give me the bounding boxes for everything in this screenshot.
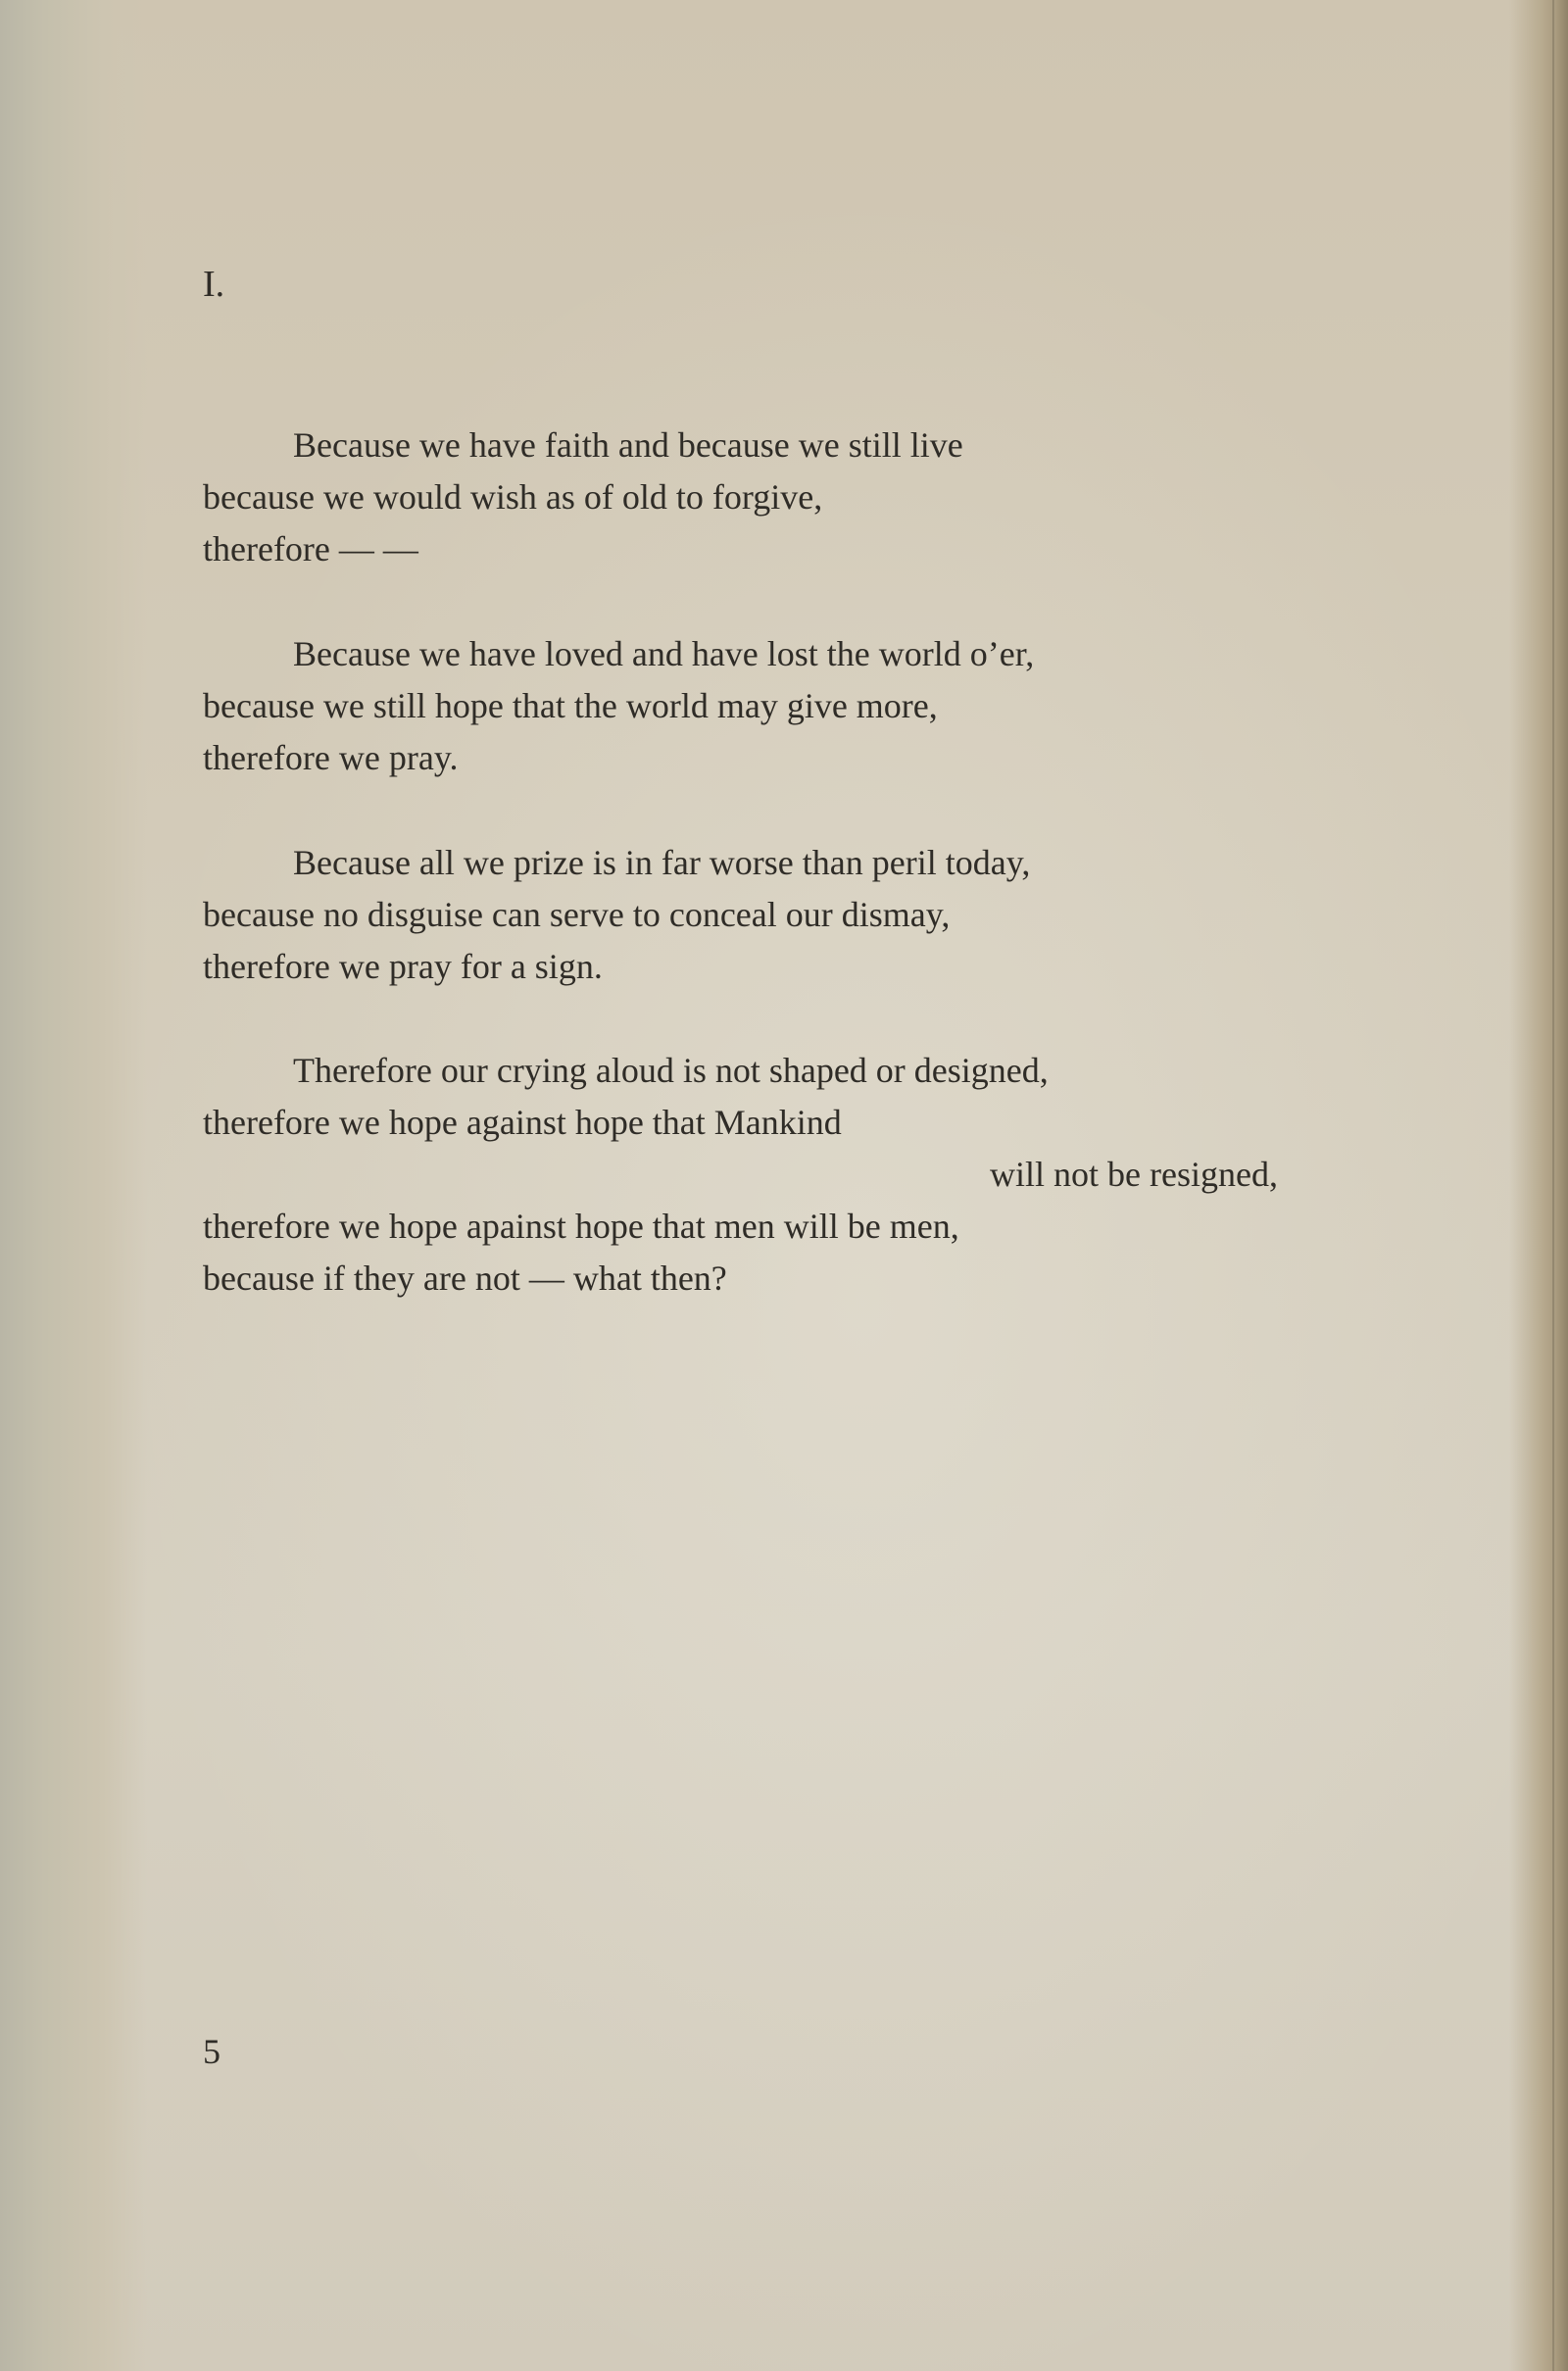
poem-line: therefore we hope against hope that Mankind — [203, 1103, 842, 1142]
page-edge — [1509, 0, 1568, 2371]
poem-line: therefore we pray. — [203, 738, 459, 777]
poem-line: because we would wish as of old to forgive, — [203, 477, 823, 517]
stanza-4 — [203, 1045, 1278, 1305]
poem-line: because if they are not — what then? — [203, 1259, 727, 1298]
poem-line: because we still hope that the world may give more, — [203, 686, 938, 725]
poem-line: Because all we prize is in far worse than peril today, — [293, 843, 1031, 882]
poem-line: therefore we pray for a sign. — [203, 947, 603, 986]
stanza-3 — [203, 837, 1030, 993]
poem-line: Therefore our crying aloud is not shaped or designed, — [293, 1051, 1049, 1090]
poem-line: because no disguise can serve to conceal our dismay, — [203, 895, 951, 934]
poem-line: therefore — — — [203, 529, 418, 568]
section-number: I. — [203, 264, 225, 305]
poem-line: Because we have loved and have lost the world o’er, — [293, 634, 1035, 673]
page-number: 5 — [203, 2032, 220, 2071]
stanza-1 — [203, 420, 963, 575]
page-edge-line — [1552, 0, 1554, 2371]
poem-line: will not be resigned, — [990, 1155, 1278, 1194]
poem-line: Because we have faith and because we still live — [293, 425, 963, 465]
stanza-2 — [203, 628, 1034, 784]
poem-line: therefore we hope apainst hope that men will be men, — [203, 1207, 959, 1246]
binding-gutter — [0, 0, 147, 2371]
